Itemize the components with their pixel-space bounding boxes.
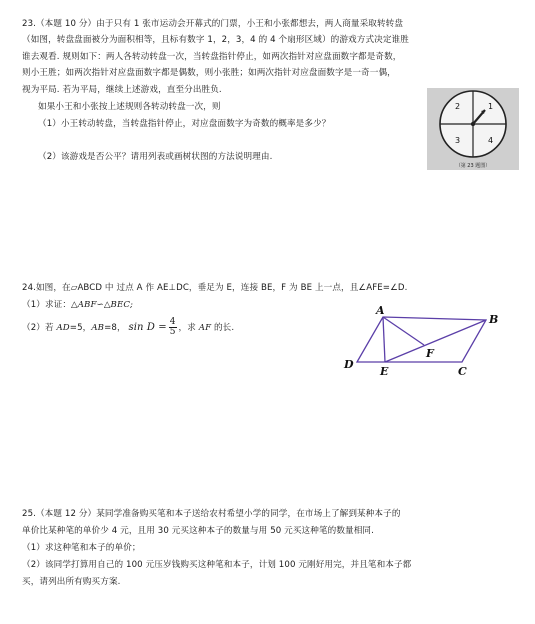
q23-line-3: 谁去观看. 规则如下：两人各转动转盘一次，当转盘指针停止，如两次指针对应盘面数字都是奇数，	[22, 52, 402, 62]
label-d: D	[344, 358, 354, 371]
label-c: C	[458, 365, 467, 378]
segment-af	[383, 317, 424, 345]
q23-part-2: （2）该游戏是否公平？请用列表或画树状图的方法说明理由.	[38, 152, 273, 162]
q24-ab: AB	[91, 323, 105, 333]
q24-ask: ，求	[178, 323, 199, 333]
segment-ae	[383, 317, 385, 362]
q24-line-1: 24.如图，在▱ABCD 中 过点 A 作 AE⊥DC，垂足为 E，连接 BE，F 为 BE 上一点，且∠AFE=∠D.	[22, 283, 408, 293]
spinner-number-3: 3	[455, 136, 461, 145]
spinner-number-1: 1	[488, 102, 494, 111]
q24-sin-d: sin D =	[128, 322, 167, 333]
q24-part-1-prefix: （1）求证：	[22, 300, 72, 310]
q24-ab-value: =8，	[104, 323, 126, 333]
q24-end: 的长.	[211, 323, 235, 333]
segment-be	[385, 320, 486, 362]
q23-line-6: 如果小王和小张按上述规则各转动转盘一次，则	[38, 102, 221, 112]
q23-line-5: 视为平局. 若为平局，继续上述游戏，直至分出胜负.	[22, 85, 222, 95]
q23-part-1: （1）小王转动转盘，当转盘指针停止，对应盘面数字为奇数的概率是多少？	[38, 119, 331, 129]
spinner-hub	[471, 122, 475, 126]
q23-line-2: （如图，转盘盘面被分为面积相等，且标有数字 1，2，3，4 的 4 个扇形区域）的游戏方式决定谁胜	[22, 35, 409, 45]
label-b: B	[489, 313, 499, 326]
q23-line-4: 则小王胜；如两次指针对应盘面数字都是偶数，则小张胜；如两次指针对应盘面数字是一奇一偶，	[22, 68, 396, 78]
parallelogram-abcd	[357, 317, 486, 362]
label-e: E	[380, 365, 389, 378]
parallelogram-figure	[340, 305, 505, 380]
spinner-figure	[427, 88, 519, 170]
q25-line-1: 25.（本题 12 分）某同学准备购买笔和本子送给农村希望小学的同学，在市场上了解到某种本子的	[22, 509, 401, 519]
q25-line-5: 买，请列出所有购买方案.	[22, 577, 121, 587]
q24-part-1	[22, 299, 133, 311]
spinner-caption: （第 23 题图）	[455, 163, 491, 169]
q24-ad-value: =5，	[69, 323, 92, 333]
q24-part-2	[22, 318, 234, 338]
q25-part-1: （1）求这种笔和本子的单价；	[22, 543, 141, 553]
q23-line-1: 23.（本题 10 分）由于只有 1 张市运动会开幕式的门票，小王和小张都想去，两人商量采取转转盘	[22, 19, 404, 29]
spinner-number-2: 2	[455, 102, 461, 111]
label-f: F	[426, 347, 434, 360]
q24-fraction-denominator: 5	[169, 327, 176, 337]
q25-line-2: 单价比某种笔的单价少 4 元，且用 30 元买这种本子的数量与用 50 元买这种笔的数量相同.	[22, 526, 374, 536]
label-a: A	[376, 304, 385, 317]
q25-part-2: （2）该同学打算用自己的 100 元压岁钱购买这种笔和本子，计划 100 元刚好用完，并且笔和本子都	[22, 560, 412, 570]
q24-part-2-prefix: （2）若	[22, 323, 57, 333]
q24-af: AF	[198, 323, 212, 333]
spinner-number-4: 4	[488, 136, 494, 145]
q24-similar-triangles: △ABF∽△BEC;	[71, 300, 134, 310]
q24-fraction-numerator: 4	[169, 317, 176, 327]
q24-ad: AD	[56, 323, 70, 333]
q24-fraction	[169, 318, 177, 337]
